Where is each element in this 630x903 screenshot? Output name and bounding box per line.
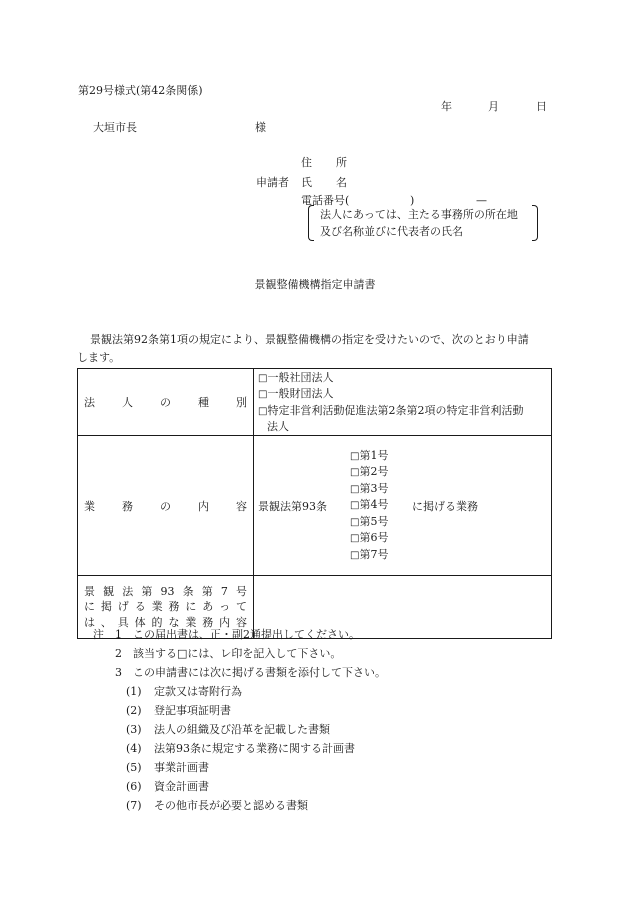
name-label-2: 名 (336, 176, 347, 189)
corporation-type-options-cell (254, 369, 552, 436)
attachment-text: その他市長が必要と認める書類 (154, 799, 308, 812)
note-text: 該当する□には、レ印を記入して下さい。 (133, 647, 342, 660)
checkbox: □ (258, 372, 268, 384)
specific-content-label-line3: は、具体的な業務内容 (84, 615, 247, 629)
intro-line-2: します。 (77, 351, 121, 364)
attachment-number: (5) (126, 761, 142, 774)
business-content-cell (254, 436, 552, 576)
addressee-mayor: 大垣市長 (93, 121, 137, 134)
date-day-label: 日 (536, 100, 547, 113)
business-item: □第6号 (350, 531, 389, 545)
document-title: 景観整備機構指定申請書 (254, 278, 376, 291)
application-table (77, 368, 552, 639)
checkbox: □ (350, 549, 360, 561)
applicant-label: 申請者 (256, 176, 289, 189)
business-law-ref: 景観法第93条 (258, 499, 327, 513)
addressee-honorific: 様 (255, 121, 266, 134)
note-text: この届出書は、正・副2通提出してください。 (133, 628, 360, 641)
intro-line-1: 景観法第92条第1項の規定により、景観整備機構の指定を受けたいので、次のとおり申請 (90, 333, 529, 346)
left-bracket (308, 205, 314, 241)
phone-dash: — (476, 194, 487, 207)
phone-close-paren: ) (410, 194, 415, 207)
business-item-list (350, 448, 412, 564)
business-item: □第4号 (350, 498, 389, 512)
business-item: □第2号 (350, 465, 389, 479)
attachment-text: 登記事項証明書 (154, 704, 231, 717)
note-number: 3 (115, 666, 122, 679)
table-row-business-content (78, 436, 552, 576)
table-row-corporation-type (78, 369, 552, 436)
attachment-number: (4) (126, 742, 142, 755)
option-npo-corporation: □特定非営利活動促進法第2条第2項の特定非営利活動 (258, 403, 524, 417)
date-year-label: 年 (441, 100, 452, 113)
specific-content-label-line1: 景観法第93条第7号 (84, 584, 247, 598)
note-text: この申請書には次に掲げる書類を添付して下さい。 (133, 666, 386, 679)
option-general-incorporated-association: □一般社団法人 (258, 370, 334, 384)
business-item: □第5号 (350, 514, 389, 528)
checkbox: □ (258, 405, 268, 417)
option-npo-corporation-wrap: 法人 (267, 420, 289, 433)
attachment-number: (7) (126, 799, 142, 812)
address-label-2: 所 (336, 156, 347, 169)
right-bracket (532, 205, 538, 241)
business-item: □第3号 (350, 481, 389, 495)
business-item: □第7号 (350, 547, 389, 561)
checkbox: □ (350, 516, 360, 528)
corporate-note-line1: 法人にあっては、主たる事務所の所在地 (320, 208, 518, 221)
attachment-text: 資金計画書 (154, 780, 209, 793)
business-item: □第1号 (350, 448, 389, 462)
checkbox: □ (350, 500, 360, 512)
attachment-text: 法人の組織及び沿革を記載した書類 (154, 723, 330, 736)
note-number: 2 (115, 647, 122, 660)
corporate-note (308, 205, 538, 239)
corporation-type-label-cell (78, 369, 254, 436)
checkbox: □ (258, 389, 268, 400)
specific-content-label-line2: に掲げる業務にあって (84, 600, 247, 614)
attachment-number: (2) (126, 704, 142, 717)
checkbox: □ (350, 467, 360, 479)
date-month-label: 月 (488, 100, 499, 113)
name-label-1: 氏 (301, 176, 312, 189)
address-label-1: 住 (301, 156, 312, 169)
phone-label: 電話番号( (301, 194, 350, 207)
attachment-text: 法第93条に規定する業務に関する計画書 (154, 742, 355, 755)
notes-heading: 注 (93, 628, 104, 641)
corporation-type-label: 法 人 の 種 別 (84, 396, 247, 409)
attachment-text: 事業計画書 (154, 761, 209, 774)
business-suffix: に掲げる業務 (412, 499, 478, 513)
checkbox: □ (350, 533, 360, 545)
attachment-text: 定款又は寄附行為 (154, 685, 242, 698)
attachment-number: (1) (126, 685, 142, 698)
attachment-number: (6) (126, 780, 142, 793)
attachment-number: (3) (126, 723, 142, 736)
business-content-label-cell (78, 436, 254, 576)
option-general-incorporated-foundation: □一般財団法人 (258, 387, 334, 400)
corporate-note-line2: 及び名称並びに代表者の氏名 (320, 225, 463, 238)
form-number: 第29号様式(第42条関係) (78, 84, 203, 97)
checkbox: □ (350, 450, 360, 462)
business-content-label: 業 務 の 内 容 (84, 499, 247, 513)
checkbox: □ (350, 483, 360, 495)
note-number: 1 (115, 628, 122, 641)
